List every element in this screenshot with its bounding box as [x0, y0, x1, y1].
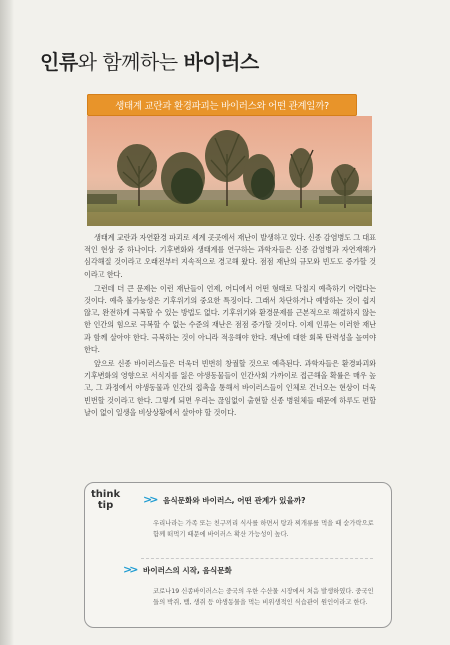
trees-at-sunset-image	[87, 116, 372, 226]
tip-label: tip	[97, 500, 114, 511]
landscape-photo	[87, 116, 372, 226]
title-bold-human: 인류	[40, 50, 78, 74]
page-binding-shadow	[0, 0, 14, 645]
think-tip-label	[91, 489, 120, 511]
title-bold-virus: 바이러스	[183, 50, 259, 74]
tip-divider	[141, 558, 373, 559]
question-banner-text: 생태계 교란과 환경파괴는 바이러스와 어떤 관계일까?	[115, 101, 329, 112]
title-regular: 와 함께하는	[77, 50, 184, 74]
paragraph-2: 그런데 더 큰 문제는 이런 재난들이 언제, 어디에서 어떤 형태로 닥칠지 예측하기 어렵다는 것이다. 예측 불가능성은 기후위기의 중요한 특징이다. 그래서 차단하거나 예방하는 것이 쉽지 않고, 완전하게 극복할 수 있는 방법도 없다. 기후위기와 환경문제를 근본적으로 해결하지 않는 한 인간의 힘으로 극복할 수 없는 수준의 재난은 점점 증가할 것이다. 이제 인류는 이러한 재난과 함께 살아야 한다. 극복하는 것이 아니라 적응해야 한다. 재난에 대한 회복 탄력성을 높여야 한다.	[84, 283, 376, 354]
double-arrow-icon: >>	[143, 493, 156, 506]
paragraph-3: 앞으로 신종 바이러스들은 더욱더 빈번히 창궐할 것으로 예측된다. 과학자들은 환경파괴와 기후변화의 영향으로 서식지를 잃은 야생동물들이 인간사회 가까이로 접근해올 확률은 매우 높고, 그 과정에서 야생동물과 인간의 접촉을 통해서 바이러스들이 인체로 건너오는 현상이 더욱 빈번할 것이라고 한다. 그렇게 되면 우리는 끊임없이 출현할 신종 병원체들 때문에 하루도 편할 날이 없이 일생을 비상상황에서 살아야 할 것이다.	[84, 359, 376, 417]
think-label: think	[91, 489, 121, 500]
tip-heading-1: 음식문화와 바이러스, 어떤 관계가 있을까?	[163, 496, 306, 505]
question-banner	[87, 94, 357, 116]
page-title	[40, 46, 259, 75]
paragraph-1: 생태계 교란과 자연환경 파괴로 세계 곳곳에서 재난이 발생하고 있다. 신종 감염병도 그 대표적인 현상 중 하나이다. 기후변화와 생태계를 연구하는 과학자들은 신종 감염병과 자연재해가 심각해질 것이라고 오래전부터 지속적으로 경고해 왔다. 점점 재난의 규모와 빈도도 증가할 것이라고 한다.	[84, 233, 376, 279]
tip-heading-2: 바이러스의 시작, 음식문화	[143, 566, 232, 575]
tip-text-2: 코로나19 신종바이러스는 중국의 우한 수산물 시장에서 처음 발생하였다. 중국인들의 박쥐, 뱀, 생쥐 등 야생동물을 먹는 비위생적인 식습관이 원인이라고 한다.	[153, 588, 374, 606]
double-arrow-icon: >>	[123, 563, 136, 576]
article-body	[84, 232, 376, 421]
think-tip-box	[84, 482, 392, 628]
tip-text-1: 우리나라는 가족 또는 친구끼리 식사를 하면서 탕과 찌개류를 먹을 때 숟가락으로 함께 떠먹기 때문에 바이러스 확산 가능성이 높다.	[153, 520, 374, 538]
